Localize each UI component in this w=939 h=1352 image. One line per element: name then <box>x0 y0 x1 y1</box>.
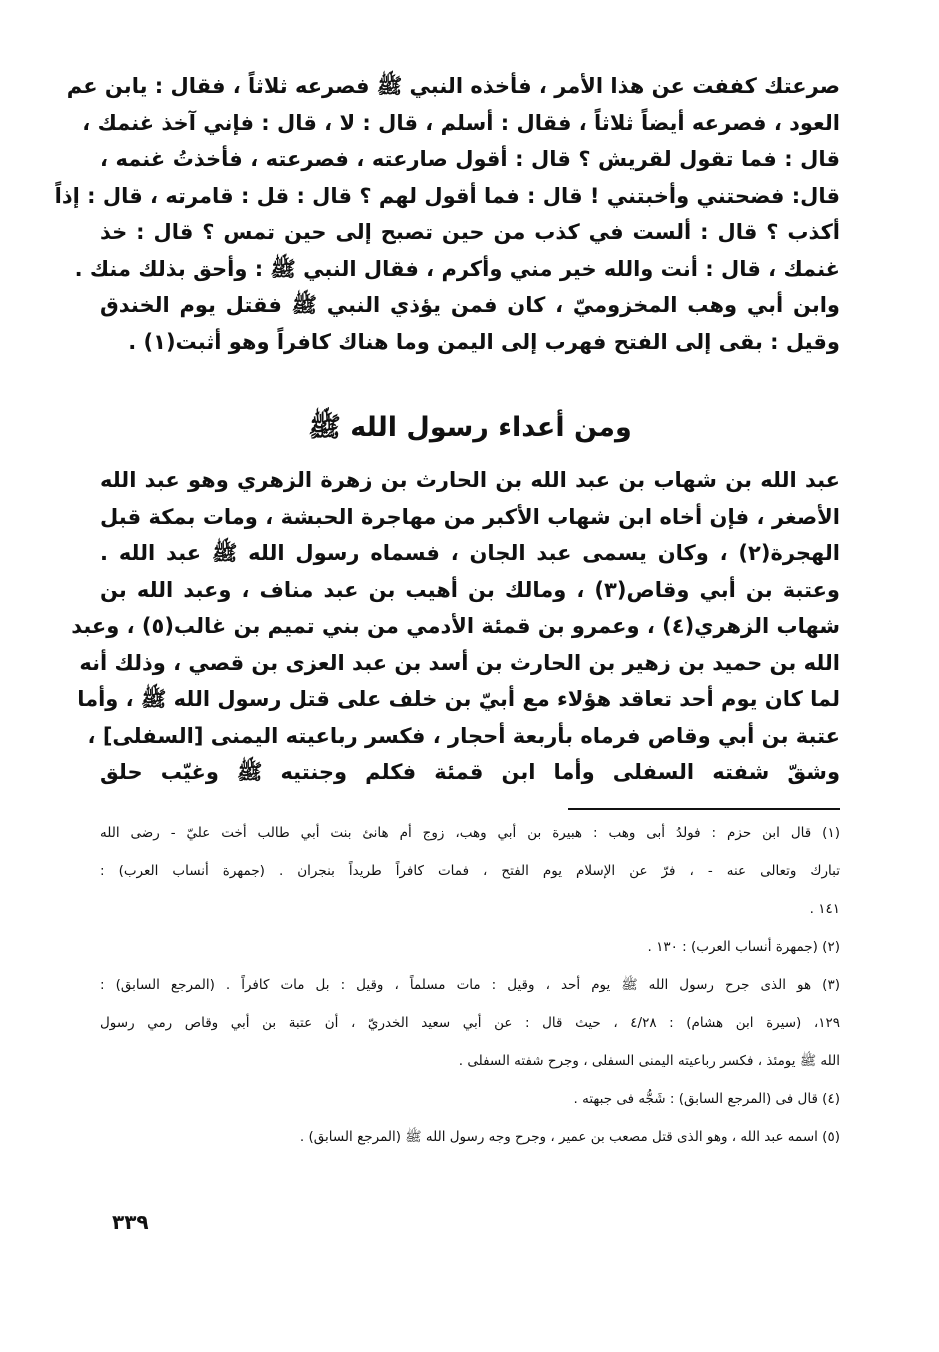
footnote-1-line: ١٤١ . <box>809 901 840 917</box>
footnote-1-line: تبارك وتعالى عنه - ، فرّ عن الإسلام يوم الفتح ، فمات كافراً طريداً بنجران . (جمهرة أنساب العرب) : <box>100 863 840 879</box>
text-line: أكذب ؟ قال : ألست في كذب من حين تصبح إلى حين تمس ؟ قال : خذ <box>100 220 840 244</box>
text-line: الله بن حميد بن زهير بن الحارث بن أسد بن عبد العزى بن قصي ، وذلك أنه <box>79 650 840 675</box>
line-gap <box>100 884 840 896</box>
footnote-3-line: الله ﷺ يومئذ ، فكسر رباعيته اليمنى السفلى ، وجرح شفته السفلى . <box>458 1053 840 1069</box>
text-line: قال : فما تقول لقريش ؟ قال : أقول صارعته ، فصرعته ، فأخذتُ غنمه ، <box>100 147 840 171</box>
line-gap <box>100 922 840 934</box>
footnotes <box>100 820 840 1150</box>
line-gap <box>100 998 840 1010</box>
footnote-divider <box>568 808 840 810</box>
text-line: وشقّ شفته السفلى وأما ابن قمئة فكلم وجنتيه ﷺ وغيّب حلق <box>100 760 840 784</box>
top-paragraph <box>54 68 840 360</box>
text-line: وقيل : بقى إلى الفتح فهرب إلى اليمن وما هناك كافراً وهو أثبت(١) . <box>128 329 840 354</box>
footnote-2-line: (٢) (جمهرة أنساب العرب) : ١٣٠ . <box>647 939 840 955</box>
line-gap <box>100 1036 840 1048</box>
section-heading: ومن أعداء رسول الله ﷺ <box>308 412 632 443</box>
line-gap <box>100 1112 840 1124</box>
footnote-1-line: (١) قال ابن حزم : فولدُ أبى وهب : هبيرة بن أبي وهب، زوج أم هانئ بنت أبي طالب أخت عليّ - رضى الله <box>100 825 840 841</box>
text-line: شهاب الزهري(٤) ، وعمرو بن قمئة الأدمي من بني تميم بن غالب(٥) ، وعبد <box>71 614 840 638</box>
text-line: الأصغر ، فإن أخاه ابن شهاب الأكبر من مهاجرة الحبشة ، ومات بمكة قبل <box>100 504 840 529</box>
footnote-5-line: (٥) اسمه عبد الله ، وهو الذى قتل مصعب بن عمير ، وجرح وجه رسول الله ﷺ (المرجع السابق) . <box>299 1129 840 1145</box>
text-line: الهجرة(٢) ، وكان يسمى عبد الجان ، فسماه رسول الله ﷺ عبد الله . <box>100 541 840 565</box>
page-number: ٣٣٩ <box>112 1210 149 1234</box>
text-line: لما كان يوم أحد تعاقد هؤلاء مع أبيّ بن خلف على قتل رسول الله ﷺ ، وأما <box>77 687 840 711</box>
text-line: غنمك ، قال : أنت والله خير مني وأكرم ، فقال النبي ﷺ : وأحق بذلك منك . <box>74 256 840 281</box>
footnote-3-line: (٣) هو الذى جرح رسول الله ﷺ يوم أحد ، وقيل : مات مسلماً ، وقيل : بل مات كافراً . (المرجع السابق) : <box>100 977 840 993</box>
footnote-4-line: (٤) قال فى (المرجع السابق) : شَجُّه فى جبهته . <box>573 1091 840 1107</box>
body-paragraph <box>71 462 840 791</box>
text-line: العود ، فصرعه أيضاً ثلاثاً ، فقال : أسلم ، قال : لا ، قال : فإني آخذ غنمك ، <box>82 110 840 135</box>
line-gap <box>100 1074 840 1086</box>
line-gap <box>100 846 840 858</box>
text-line: صرعتك كففت عن هذا الأمر ، فأخذه النبي ﷺ فصرعه ثلاثاً ، فقال : يابن عم <box>66 74 840 98</box>
text-line: وعتبة بن أبي وقاص(٣) ، ومالك بن أهيب بن عبد مناف ، وعبد الله بن <box>100 577 840 602</box>
text-line: عبد الله بن شهاب بن عبد الله بن الحارث بن زهرة الزهري وهو عبد الله <box>100 468 840 492</box>
footnote-3-line: ١٢٩، (سيرة ابن هشام) : ٤/٢٨ ، حيث قال : عن أبي سعيد الخدريّ ، أن عتبة بن أبي وقاص رمي رسول <box>100 1015 840 1031</box>
text-line: عتبة بن أبي وقاص فرماه بأربعة أحجار ، فكسر رباعيته اليمنى [السفلى] ، <box>87 723 840 748</box>
line-gap <box>100 960 840 972</box>
text-line: قال: فضحتني وأخبتني ! قال : فما أقول لهم ؟ قال : قل : قامرته ، قال : إذاً <box>54 183 840 208</box>
text-line: وابن أبي وهب المخزوميّ ، كان فمن يؤذي النبي ﷺ فقتل يوم الخندق <box>100 293 840 317</box>
